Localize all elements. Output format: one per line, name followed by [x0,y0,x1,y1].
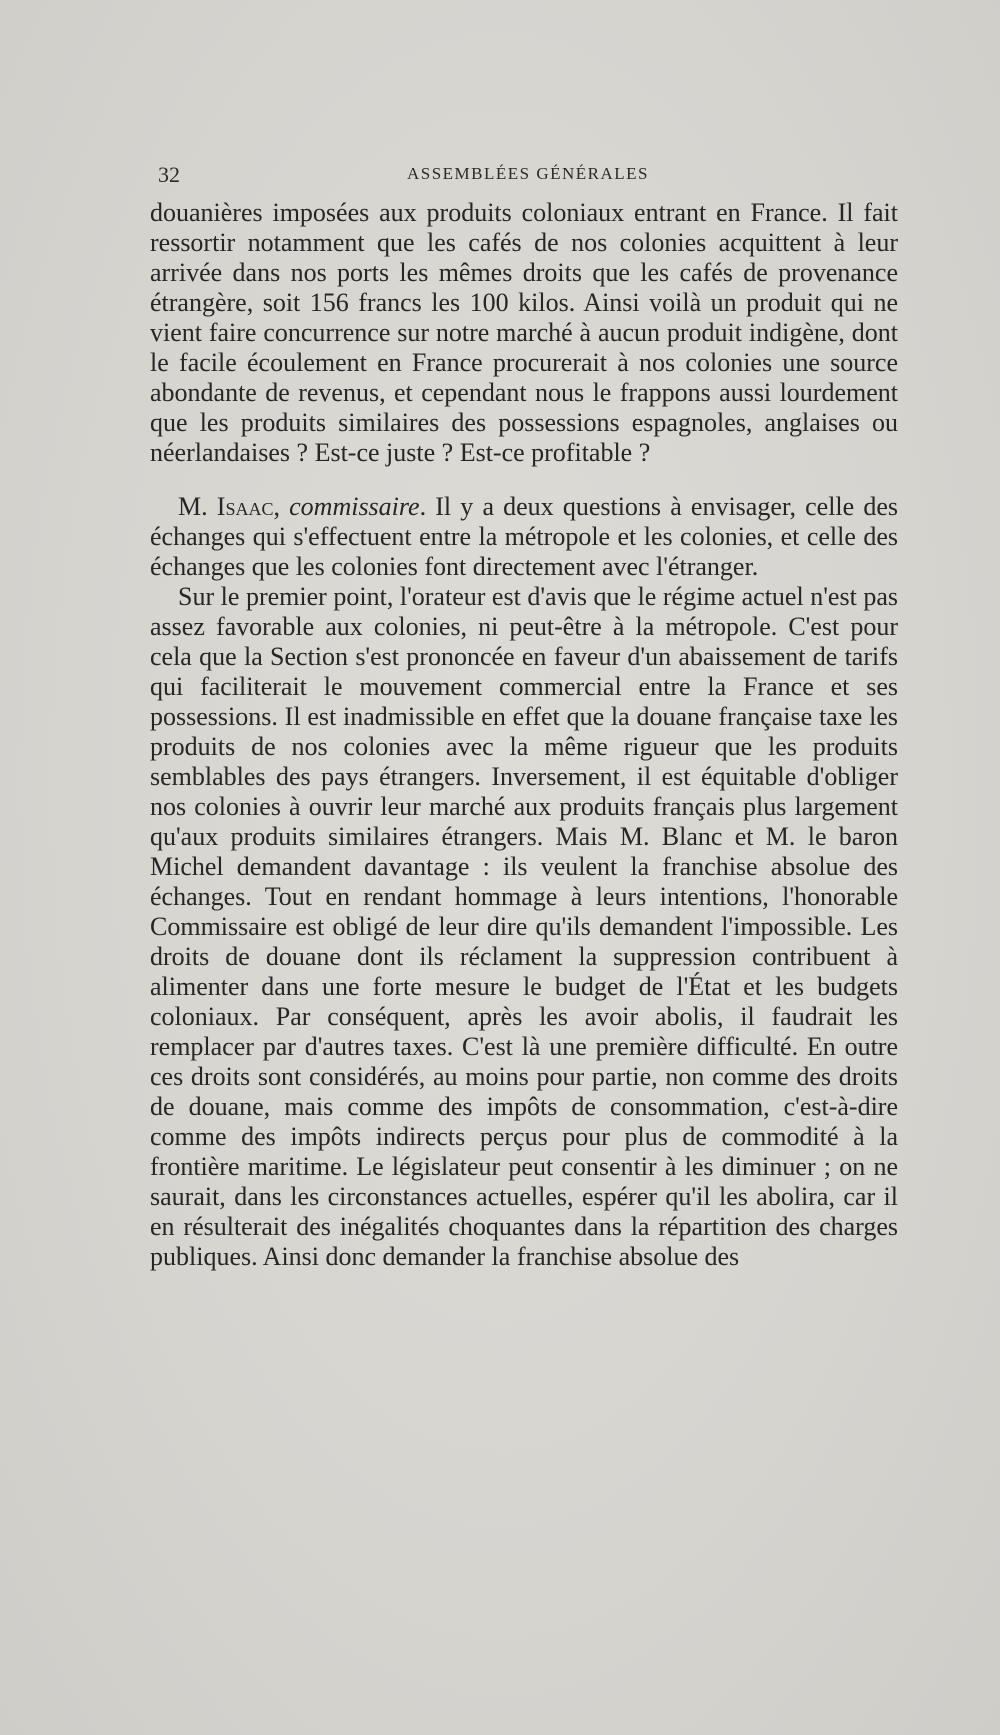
page-number: 32 [158,162,180,187]
paragraph-3: Sur le premier point, l'orateur est d'avis que le régime actuel n'est pas assez favorable aux colonies, ni peut-être à la métropole. C'est pour cela que la Section s'est prononcée en faveur d'un abaissement de tarifs qui faciliterait le mouvement commercial entre la France et ses possessions. Il est inadmissible en effet que la douane française taxe les produits de nos colonies avec la même rigueur que les produits semblables des pays étrangers. Inversement, il est équitable d'obliger nos colonies à ouvrir leur marché aux produits français plus largement qu'aux produits similaires étrangers. Mais M. Blanc et M. le baron Michel demandent davantage : ils veulent la franchise absolue des échanges. Tout en rendant hommage à leurs intentions, l'honorable Commissaire est obligé de leur dire qu'ils demandent l'impossible. Les droits de douane dont ils réclament la suppression contribuent à alimenter dans une forte mesure le budget de l'État et les budgets coloniaux. Par conséquent, après les avoir abolis, il faudrait les remplacer par d'autres taxes. C'est là une première difficulté. En outre ces droits sont considérés, au moins pour partie, non comme des droits de douane, mais comme des impôts de consommation, c'est-à-dire comme des impôts indirects perçus pour plus de commodité à la frontière maritime. Le législateur peut consentir à les diminuer ; on ne saurait, dans les circonstances actuelles, espérer qu'il les abolira, car il en résulterait des inégalités choquantes dans la répartition des charges publiques. Ainsi donc demander la franchise absolue des [150,582,898,1271]
speaker-name: Isaac [216,492,274,521]
speaker-role: commissaire [289,492,420,521]
paragraph-2-text: . Il y a deux questions à envisager, celle des échanges qui s'effectuent entre la métropole et les colonies, et celle des échanges que les colonies font directement avec l'étranger. [150,492,899,581]
page-header [158,162,898,192]
paragraph-2 [150,492,898,582]
speaker-prefix: M. [178,492,217,521]
body-text [150,198,898,1272]
running-head: ASSEMBLÉES GÉNÉRALES [406,164,650,183]
paragraph-1: douanières imposées aux produits coloniaux entrant en France. Il fait ressortir notamment que les cafés de nos colonies acquittent à leur arrivée dans nos ports les mêmes droits que les cafés de provenance étrangère, soit 156 francs les 100 kilos. Ainsi voilà un produit qui ne vient faire concurrence sur notre marché à aucun produit indigène, dont le facile écoulement en France procurerait à nos colonies une source abondante de revenus, et cependant nous le frappons aussi lourdement que les produits similaires des possessions espagnoles, anglaises ou néerlandaises ? Est-ce juste ? Est-ce profitable ? [150,198,898,467]
speaker-separator: , [273,492,290,521]
